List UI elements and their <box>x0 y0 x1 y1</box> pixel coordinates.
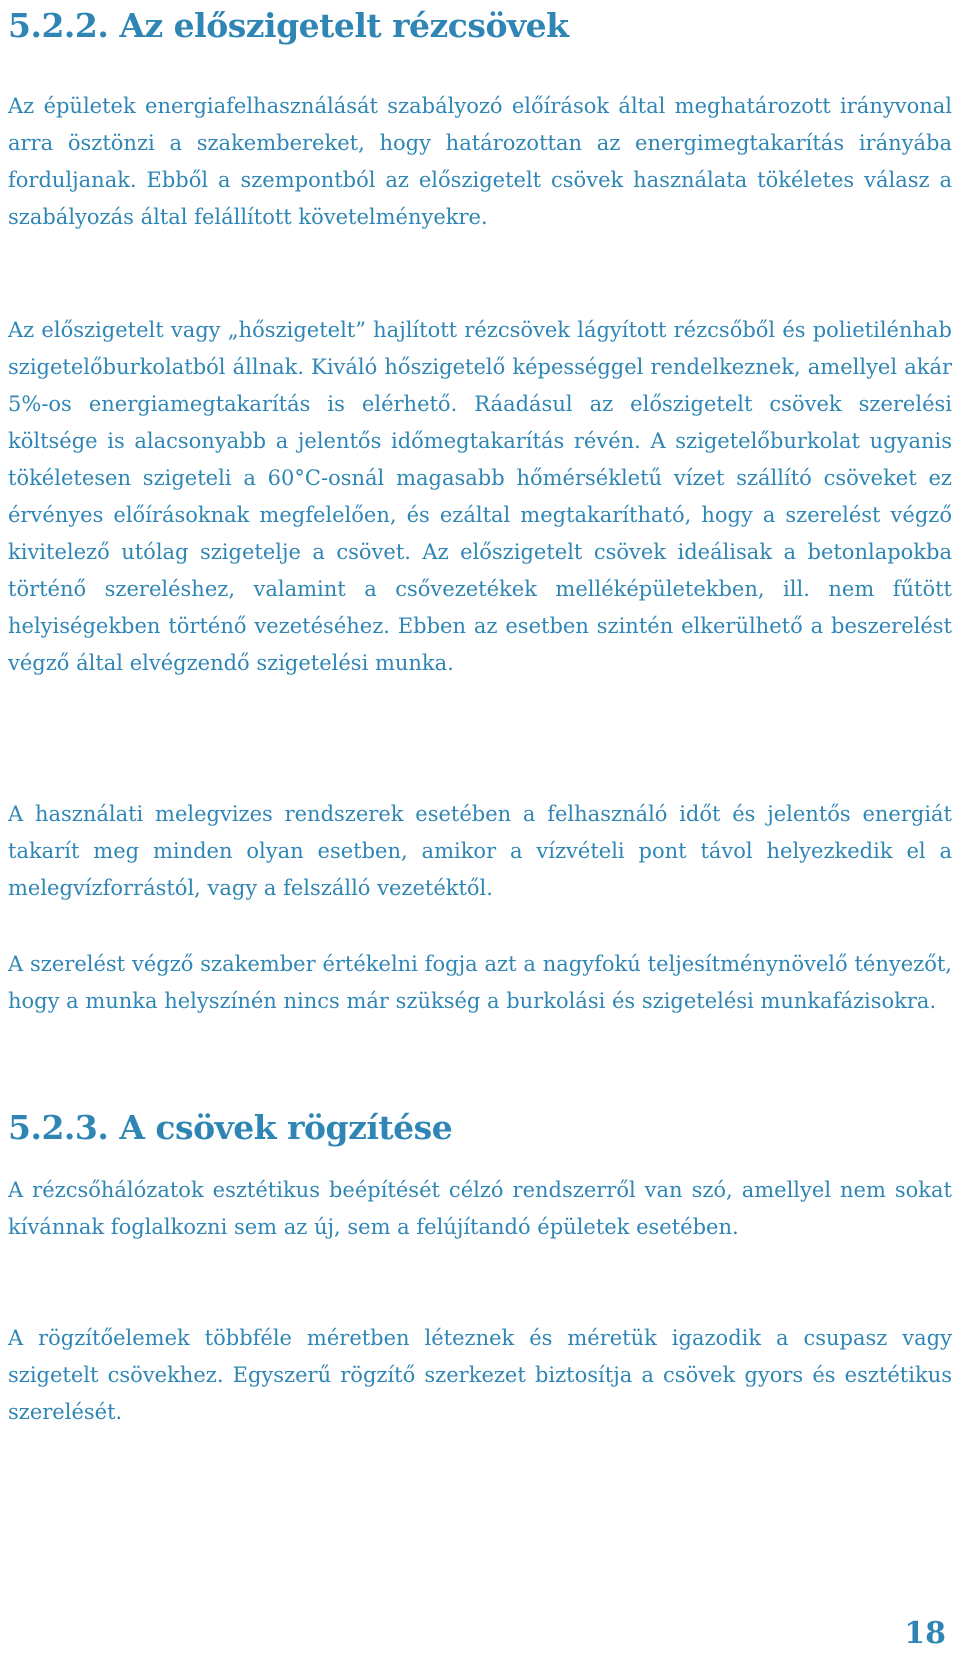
paragraph-insulated-pipes: Az előszigetelt vagy „hőszigetelt” hajlított rézcsövek lágyított rézcsőből és polietilénhab szigetelőburkolatból állnak. Kiváló hőszigetelő képességgel rendelkeznek, amellyel akár 5%-os energiamegtakarítás is elérhető. Ráadásul az előszigetelt csövek szerelési költsége is alacsonyabb a jelentős időmegtakarítás révén. A szigetelőburkolat ugyanis tökéletesen szigeteli a 60°C-osnál magasabb hőmérsékletű vízet szállító csöveket ez érvényes előírásoknak megfelelően, és ezáltal megtakarítható, hogy a szerelést végző kivitelező utólag szigetelje a csövet. Az előszigetelt csövek ideálisak a betonlapokba történő szereléshez, valamint a csővezetékek melléképületekben, ill. nem fűtött helyiségekben történő vezetéséhez. Ebben az esetben szintén elkerülhető a beszerelést végző által elvégzendő szigetelési munka. <box>8 318 952 675</box>
paragraph-pipe-network: A rézcsőhálózatok esztétikus beépítését célzó rendszerről van szó, amellyel nem sokat kívánnak foglalkozni sem az új, sem a felújítandó épületek esetében. <box>8 1178 952 1239</box>
paragraph-energy-regulations: Az épületek energiafelhasználását szabályozó előírások által meghatározott irányvonal arra ösztönzi a szakembereket, hogy határozottan az energimegtakarítás irányába forduljanak. Ebből a szempontból az előszigetelt csövek használata tökéletes válasz a szabályozás által felállított követelményekre. <box>8 94 952 229</box>
paragraph-fixing-elements: A rögzítőelemek többféle méretben léteznek és méretük igazodik a csupasz vagy szigetelt csövekhez. Egyszerű rögzítő szerkezet biztosítja a csövek gyors és esztétikus szerelését. <box>8 1326 952 1424</box>
section-heading-5-2-2: 5.2.2. Az előszigetelt rézcsövek <box>8 6 569 45</box>
section-heading-5-2-3: 5.2.3. A csövek rögzítése <box>8 1108 453 1147</box>
paragraph-hot-water-systems: A használati melegvizes rendszerek esetében a felhasználó időt és jelentős energiát takarít meg minden olyan esetben, amikor a vízvételi pont távol helyezkedik el a melegvízforrástól, vagy a felszálló vezetéktől. <box>8 802 952 900</box>
page-number: 18 <box>904 1616 946 1651</box>
paragraph-installer-benefit: A szerelést végző szakember értékelni fogja azt a nagyfokú teljesítménynövelő tényezőt, hogy a munka helyszínén nincs már szükség a burkolási és szigetelési munkafázisokra. <box>8 952 952 1013</box>
